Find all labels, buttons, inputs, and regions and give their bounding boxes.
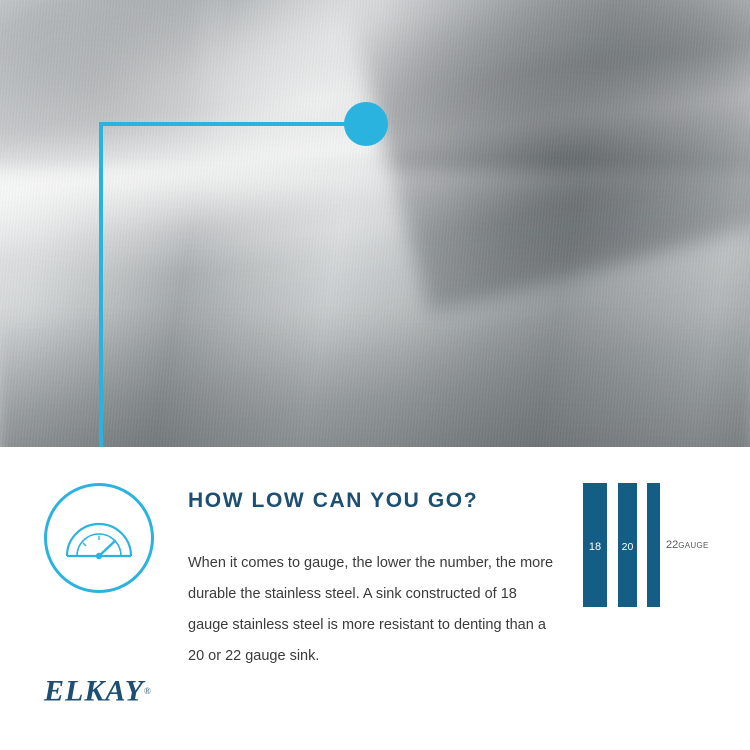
- gauge-caption-number: 22: [666, 539, 679, 551]
- gauge-icon: [63, 512, 135, 564]
- logo-wordmark: ELKAY: [44, 674, 145, 708]
- body-paragraph: When it comes to gauge, the lower the number, the more durable the stainless steel. A sink constructed of 18 gauge stainless steel is more resistant to denting than a 20 or 22 gauge sink.: [188, 554, 554, 664]
- gauge-badge: [44, 483, 154, 593]
- gauge-bar-chart: [583, 483, 713, 613]
- logo-registered-mark: ®: [144, 686, 152, 696]
- gauge-caption-word: GAUGE: [678, 541, 709, 550]
- gauge-bar-18: [583, 483, 607, 607]
- gauge-bar-20-label: 20: [621, 541, 634, 553]
- gauge-bar-20: [618, 483, 637, 607]
- page-title: HOW LOW CAN YOU GO?: [188, 489, 479, 512]
- elkay-logo: [44, 676, 204, 710]
- gauge-bar-18-label: 18: [588, 541, 602, 553]
- gauge-bar-22-caption: [666, 539, 709, 551]
- gauge-bar-22: [647, 483, 660, 607]
